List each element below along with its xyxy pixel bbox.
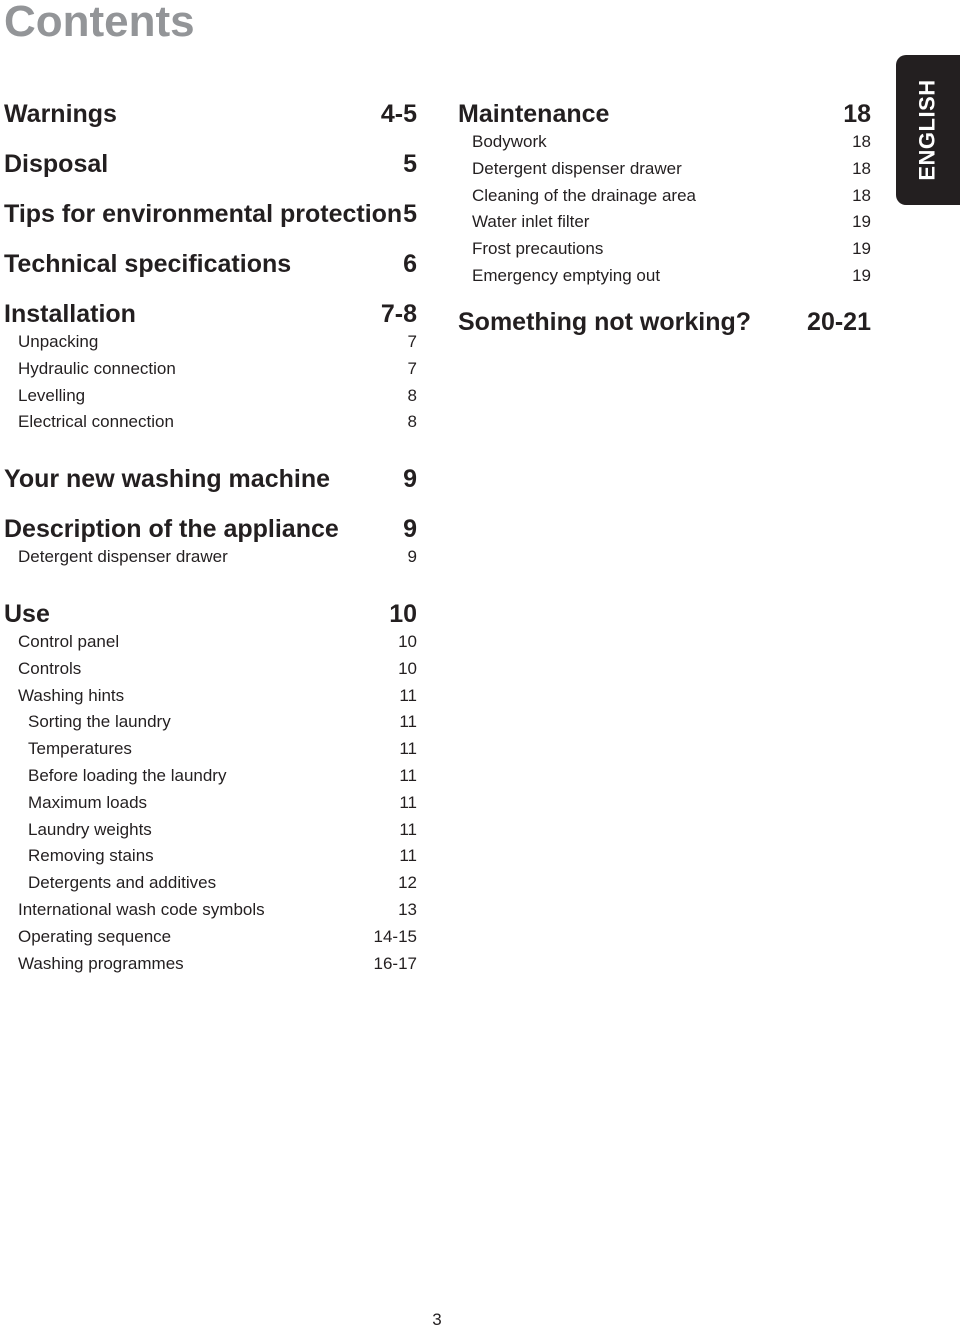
toc-entry-title: Disposal bbox=[4, 150, 109, 178]
toc-section bbox=[4, 96, 417, 132]
toc-subsection-list bbox=[4, 544, 417, 571]
language-tab-label: ENGLISH bbox=[915, 79, 941, 181]
toc-subsection bbox=[4, 843, 417, 870]
page-number: 3 bbox=[432, 1310, 442, 1329]
toc-entry-page: 11 bbox=[399, 792, 417, 812]
toc-entry-title: Frost precautions bbox=[472, 239, 604, 259]
toc-entry-page: 16-17 bbox=[373, 953, 417, 973]
toc-entry-page: 18 bbox=[852, 132, 871, 151]
toc-subsection bbox=[4, 544, 417, 571]
toc-entry-title: Washing hints bbox=[18, 685, 125, 705]
toc-subsection bbox=[4, 790, 417, 817]
toc-entry-title: Tips for environmental protection bbox=[4, 200, 403, 228]
toc-entry-page: 4-5 bbox=[380, 100, 417, 128]
toc-subsection bbox=[4, 683, 417, 710]
toc-entry-title: Control panel bbox=[18, 631, 120, 651]
toc-entry-title: Description of the appliance bbox=[4, 515, 339, 544]
toc-entry-page: 9 bbox=[407, 547, 417, 567]
toc-subsection bbox=[458, 156, 871, 183]
toc-entry-title: Sorting the laundry bbox=[28, 712, 171, 732]
toc-entry-title: Water inlet filter bbox=[472, 212, 590, 232]
toc-entry-page: 20-21 bbox=[807, 307, 871, 336]
toc-section bbox=[458, 304, 871, 340]
toc-entry-title: Unpacking bbox=[18, 332, 99, 351]
toc-subsection bbox=[4, 409, 417, 436]
toc-entry-page: 8 bbox=[407, 412, 417, 432]
toc-section bbox=[4, 296, 417, 332]
toc-subsection bbox=[458, 129, 871, 156]
toc-subsection bbox=[4, 656, 417, 683]
toc-entry-page: 11 bbox=[399, 739, 417, 759]
toc-entry-title: Use bbox=[4, 599, 50, 628]
toc-entry-page: 6 bbox=[403, 250, 417, 278]
toc-entry-page: 18 bbox=[852, 185, 871, 205]
toc-entry-title: Detergent dispenser drawer bbox=[472, 158, 682, 178]
toc-entry-title: Washing programmes bbox=[18, 953, 184, 973]
toc-entry-title: Your new washing machine bbox=[4, 465, 330, 494]
toc-subsection-list bbox=[4, 329, 417, 436]
toc-section bbox=[4, 511, 417, 547]
toc-entry-page: 9 bbox=[403, 515, 417, 544]
toc-entry-page: 11 bbox=[399, 819, 417, 839]
toc-subsection bbox=[4, 629, 417, 656]
toc-entry-title: Bodywork bbox=[472, 132, 547, 151]
toc-entry-page: 18 bbox=[852, 158, 871, 178]
toc-section bbox=[4, 146, 417, 182]
toc-entry-title: Electrical connection bbox=[18, 412, 174, 432]
toc-subsection bbox=[4, 897, 417, 924]
toc-entry-title: Warnings bbox=[4, 100, 117, 128]
toc-subsection bbox=[4, 383, 417, 410]
toc-entry-page: 19 bbox=[852, 265, 871, 285]
toc-entry-page: 19 bbox=[852, 212, 871, 232]
toc-subsection bbox=[4, 924, 417, 951]
toc-subsection bbox=[4, 817, 417, 844]
toc-entry-page: 11 bbox=[399, 712, 417, 732]
toc-entry-page: 10 bbox=[398, 631, 417, 651]
toc-entry-title: Maximum loads bbox=[28, 792, 148, 812]
toc-entry-title: Controls bbox=[18, 658, 82, 678]
toc-subsection bbox=[458, 183, 871, 210]
page-title: Contents bbox=[4, 0, 195, 46]
toc-left-column bbox=[4, 96, 417, 977]
toc-entry-title: Hydraulic connection bbox=[18, 358, 176, 378]
toc-entry-page: 5 bbox=[403, 200, 417, 228]
toc-subsection bbox=[4, 329, 417, 356]
toc-entry-title: Before loading the laundry bbox=[28, 765, 227, 785]
toc-entry-page: 7-8 bbox=[380, 300, 417, 328]
toc-subsection bbox=[4, 709, 417, 736]
toc-section bbox=[458, 96, 871, 132]
toc-subsection-list bbox=[458, 129, 871, 290]
toc-subsection bbox=[458, 263, 871, 290]
toc-entry-title: Technical specifications bbox=[4, 250, 292, 278]
toc-subsection bbox=[4, 763, 417, 790]
toc-entry-title: Something not working? bbox=[458, 307, 752, 336]
toc-entry-title: International wash code symbols bbox=[18, 899, 265, 919]
toc-entry-page: 11 bbox=[399, 765, 417, 785]
toc-entry-page: 5 bbox=[403, 150, 417, 178]
toc-entry-title: Temperatures bbox=[28, 739, 132, 759]
toc-section bbox=[4, 246, 417, 282]
language-tab bbox=[896, 55, 960, 205]
toc-entry-title: Laundry weights bbox=[28, 819, 152, 839]
toc-entry-title: Removing stains bbox=[28, 846, 154, 866]
toc-entry-page: 18 bbox=[843, 100, 871, 128]
toc-subsection bbox=[4, 951, 417, 978]
toc-entry-title: Levelling bbox=[18, 385, 86, 405]
toc-entry-page: 11 bbox=[399, 685, 417, 705]
toc-entry-page: 7 bbox=[407, 358, 417, 378]
toc-entry-page: 7 bbox=[407, 332, 417, 351]
toc-entry-title: Installation bbox=[4, 300, 136, 328]
toc-entry-page: 9 bbox=[403, 465, 417, 494]
toc-entry-page: 10 bbox=[398, 658, 417, 678]
toc-entry-page: 14-15 bbox=[373, 926, 417, 946]
toc-entry-page: 11 bbox=[399, 846, 417, 866]
toc-entry-page: 12 bbox=[398, 873, 417, 893]
toc-subsection bbox=[458, 236, 871, 263]
toc-entry-page: 8 bbox=[407, 385, 417, 405]
toc-section bbox=[4, 596, 417, 632]
toc-subsection bbox=[458, 209, 871, 236]
toc-entry-page: 19 bbox=[852, 239, 871, 259]
toc-entry-title: Cleaning of the drainage area bbox=[472, 185, 696, 205]
toc-subsection bbox=[4, 870, 417, 897]
toc-entry-title: Maintenance bbox=[458, 100, 610, 128]
toc-subsection bbox=[4, 736, 417, 763]
toc-entry-title: Detergent dispenser drawer bbox=[18, 547, 228, 567]
toc-entry-title: Operating sequence bbox=[18, 926, 172, 946]
toc-subsection-list bbox=[4, 629, 417, 977]
toc-entry-title: Emergency emptying out bbox=[472, 265, 661, 285]
toc-subsection bbox=[4, 356, 417, 383]
toc-section bbox=[4, 196, 417, 232]
toc-right-column bbox=[458, 96, 871, 340]
toc-entry-page: 13 bbox=[398, 899, 417, 919]
toc-entry-page: 10 bbox=[389, 599, 417, 628]
toc-entry-title: Detergents and additives bbox=[28, 873, 217, 893]
toc-section bbox=[4, 461, 417, 497]
